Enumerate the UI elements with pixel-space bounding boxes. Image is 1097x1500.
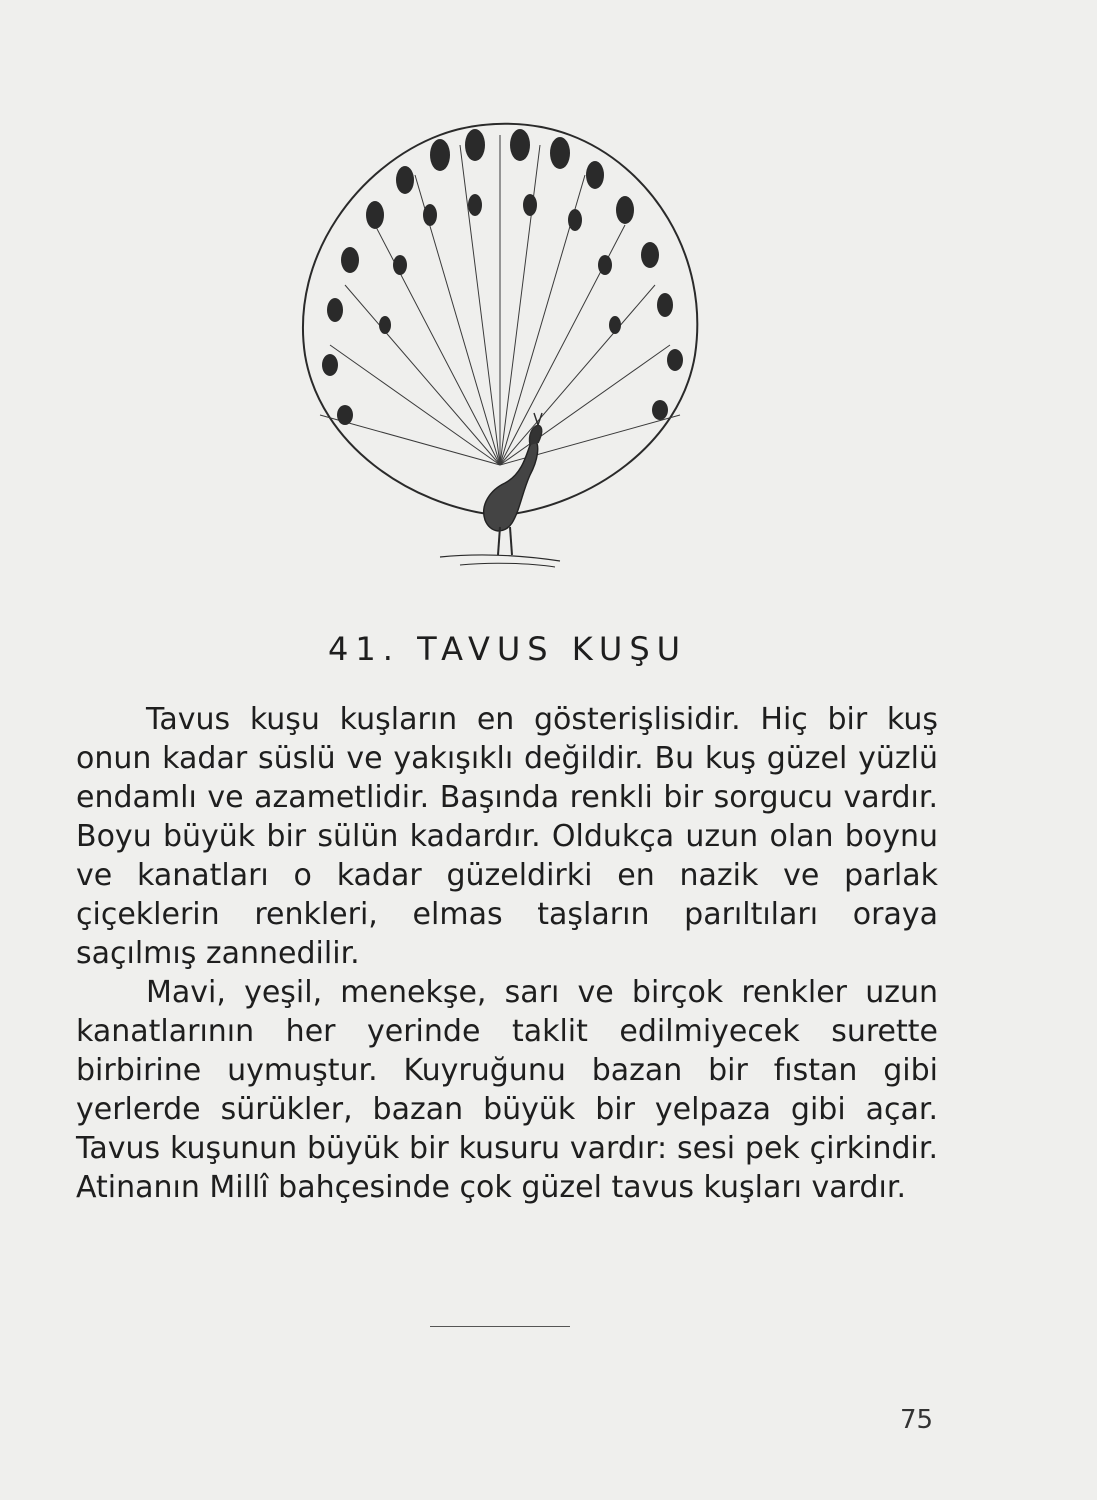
divider-rule: [430, 1326, 570, 1327]
paragraph-1: Tavus kuşu kuşların en gösterişlisidir. Hiç bir kuş onun kadar süslü ve yakışıklı değildir. Bu kuş güzel yüzlü endamlı ve azametlidir. Başında renkli bir sorgucu vardır. Boyu büyük bir sülün kadardır. Oldukça uzun olan boynu ve kanatları o kadar güzeldirki en nazik ve parlak çiçeklerin renkleri, elmas taşların parıltıları oraya saçılmış zannedilir.: [76, 702, 938, 971]
page-title: [328, 630, 687, 668]
section-number: 41.: [328, 630, 400, 668]
paragraph-2: Mavi, yeşil, menekşe, sarı ve birçok renkler uzun kanatlarının her yerinde taklit edilmiyecek surette birbirine uymuştur. Kuyruğunu bazan bir fıstan gibi yerlerde sürükler, bazan büyük bir yelpaza gibi açar. Tavus kuşunun büyük bir kusuru vardır: sesi pek çirkindir. Atinanın Millî bahçesinde çok güzel tavus kuşları vardır.: [76, 975, 938, 1205]
peacock-illustration: [290, 95, 710, 575]
body-text: [76, 700, 938, 1207]
page-number: 75: [900, 1405, 934, 1435]
section-title: TAVUS KUŞU: [417, 630, 688, 668]
